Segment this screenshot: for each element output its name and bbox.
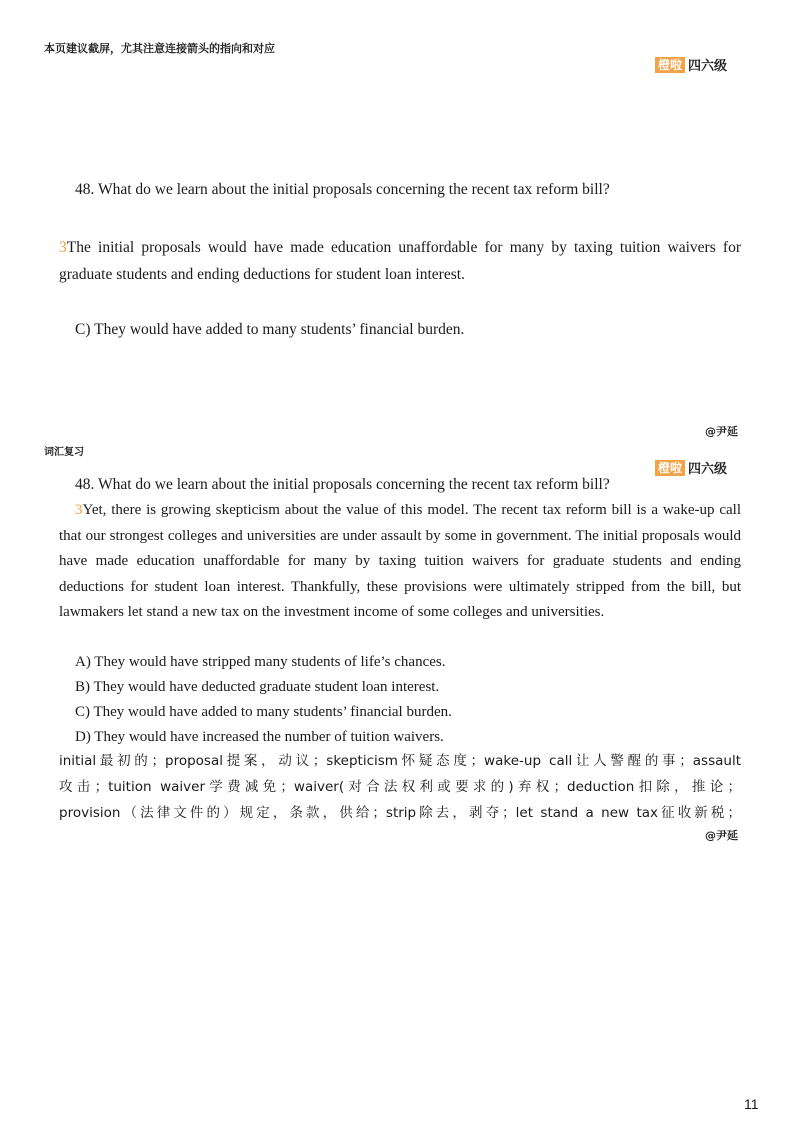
author-credit-2: @尹延 bbox=[705, 829, 738, 842]
brand-name: 四六级 bbox=[688, 462, 728, 477]
paragraph-text: The initial proposals would have made education unaffordable for many by taxing tuition waivers for graduate students and ending deductions for student loan interest. bbox=[59, 239, 741, 283]
question-1: 48. What do we learn about the initial proposals concerning the recent tax reform bill? bbox=[75, 181, 610, 198]
paragraph-1 bbox=[59, 234, 741, 288]
vocab-line: provision（法律文件的）规定，条款，供给；strip除去，剥夺；let stand a new tax征收新税； bbox=[59, 805, 741, 821]
option-d: D) They would have increased the number of tuition waivers. bbox=[75, 729, 444, 745]
answer-1: C) They would have added to many students’ financial burden. bbox=[75, 321, 465, 338]
question-2: 48. What do we learn about the initial proposals concerning the recent tax reform bill? bbox=[75, 476, 610, 493]
author-credit: @尹延 bbox=[705, 425, 738, 438]
paragraph-number: 3 bbox=[75, 502, 83, 518]
option-b: B) They would have deducted graduate student loan interest. bbox=[75, 679, 440, 695]
option-a: A) They would have stripped many students of life’s chances. bbox=[75, 654, 446, 670]
vocab-line: initial最初的；proposal提案，动议；skepticism怀疑态度；wake-up call让人警醒的事；assault bbox=[59, 753, 741, 769]
brand-name: 四六级 bbox=[688, 59, 728, 74]
option-c: C) They would have added to many students’ financial burden. bbox=[75, 704, 452, 720]
brand-logo bbox=[655, 55, 727, 74]
vocab-line: 攻击；tuition waiver学费减免；waiver(对合法权利或要求的)弃权；deduction扣除，推论； bbox=[59, 779, 741, 795]
paragraph-text: Yet, there is growing skepticism about the value of this model. The recent tax reform bill is a wake-up call that our strongest colleges and universities are under assault by some in government. The initial proposals would have made education unaffordable for many by taxing tuition waivers for graduate students and ending deductions for student loan interest. Thankfully, these provisions were ultimately stripped from the bill, but lawmakers let stand a new tax on the investment income of some colleges and universities. bbox=[59, 502, 741, 620]
screenshot-tip: 本页建议截屏，尤其注意连接箭头的指向和对应 bbox=[44, 42, 275, 55]
vocab-review-label: 词汇复习 bbox=[44, 447, 84, 458]
brand-logo-2 bbox=[655, 458, 727, 477]
paragraph-number: 3 bbox=[59, 239, 67, 256]
vocab-notes bbox=[59, 748, 741, 826]
page-number: 11 bbox=[744, 1096, 759, 1112]
brand-tag: 橙啦 bbox=[655, 57, 685, 73]
brand-tag: 橙啦 bbox=[655, 460, 685, 476]
options-list bbox=[75, 650, 452, 750]
paragraph-2 bbox=[59, 498, 741, 626]
